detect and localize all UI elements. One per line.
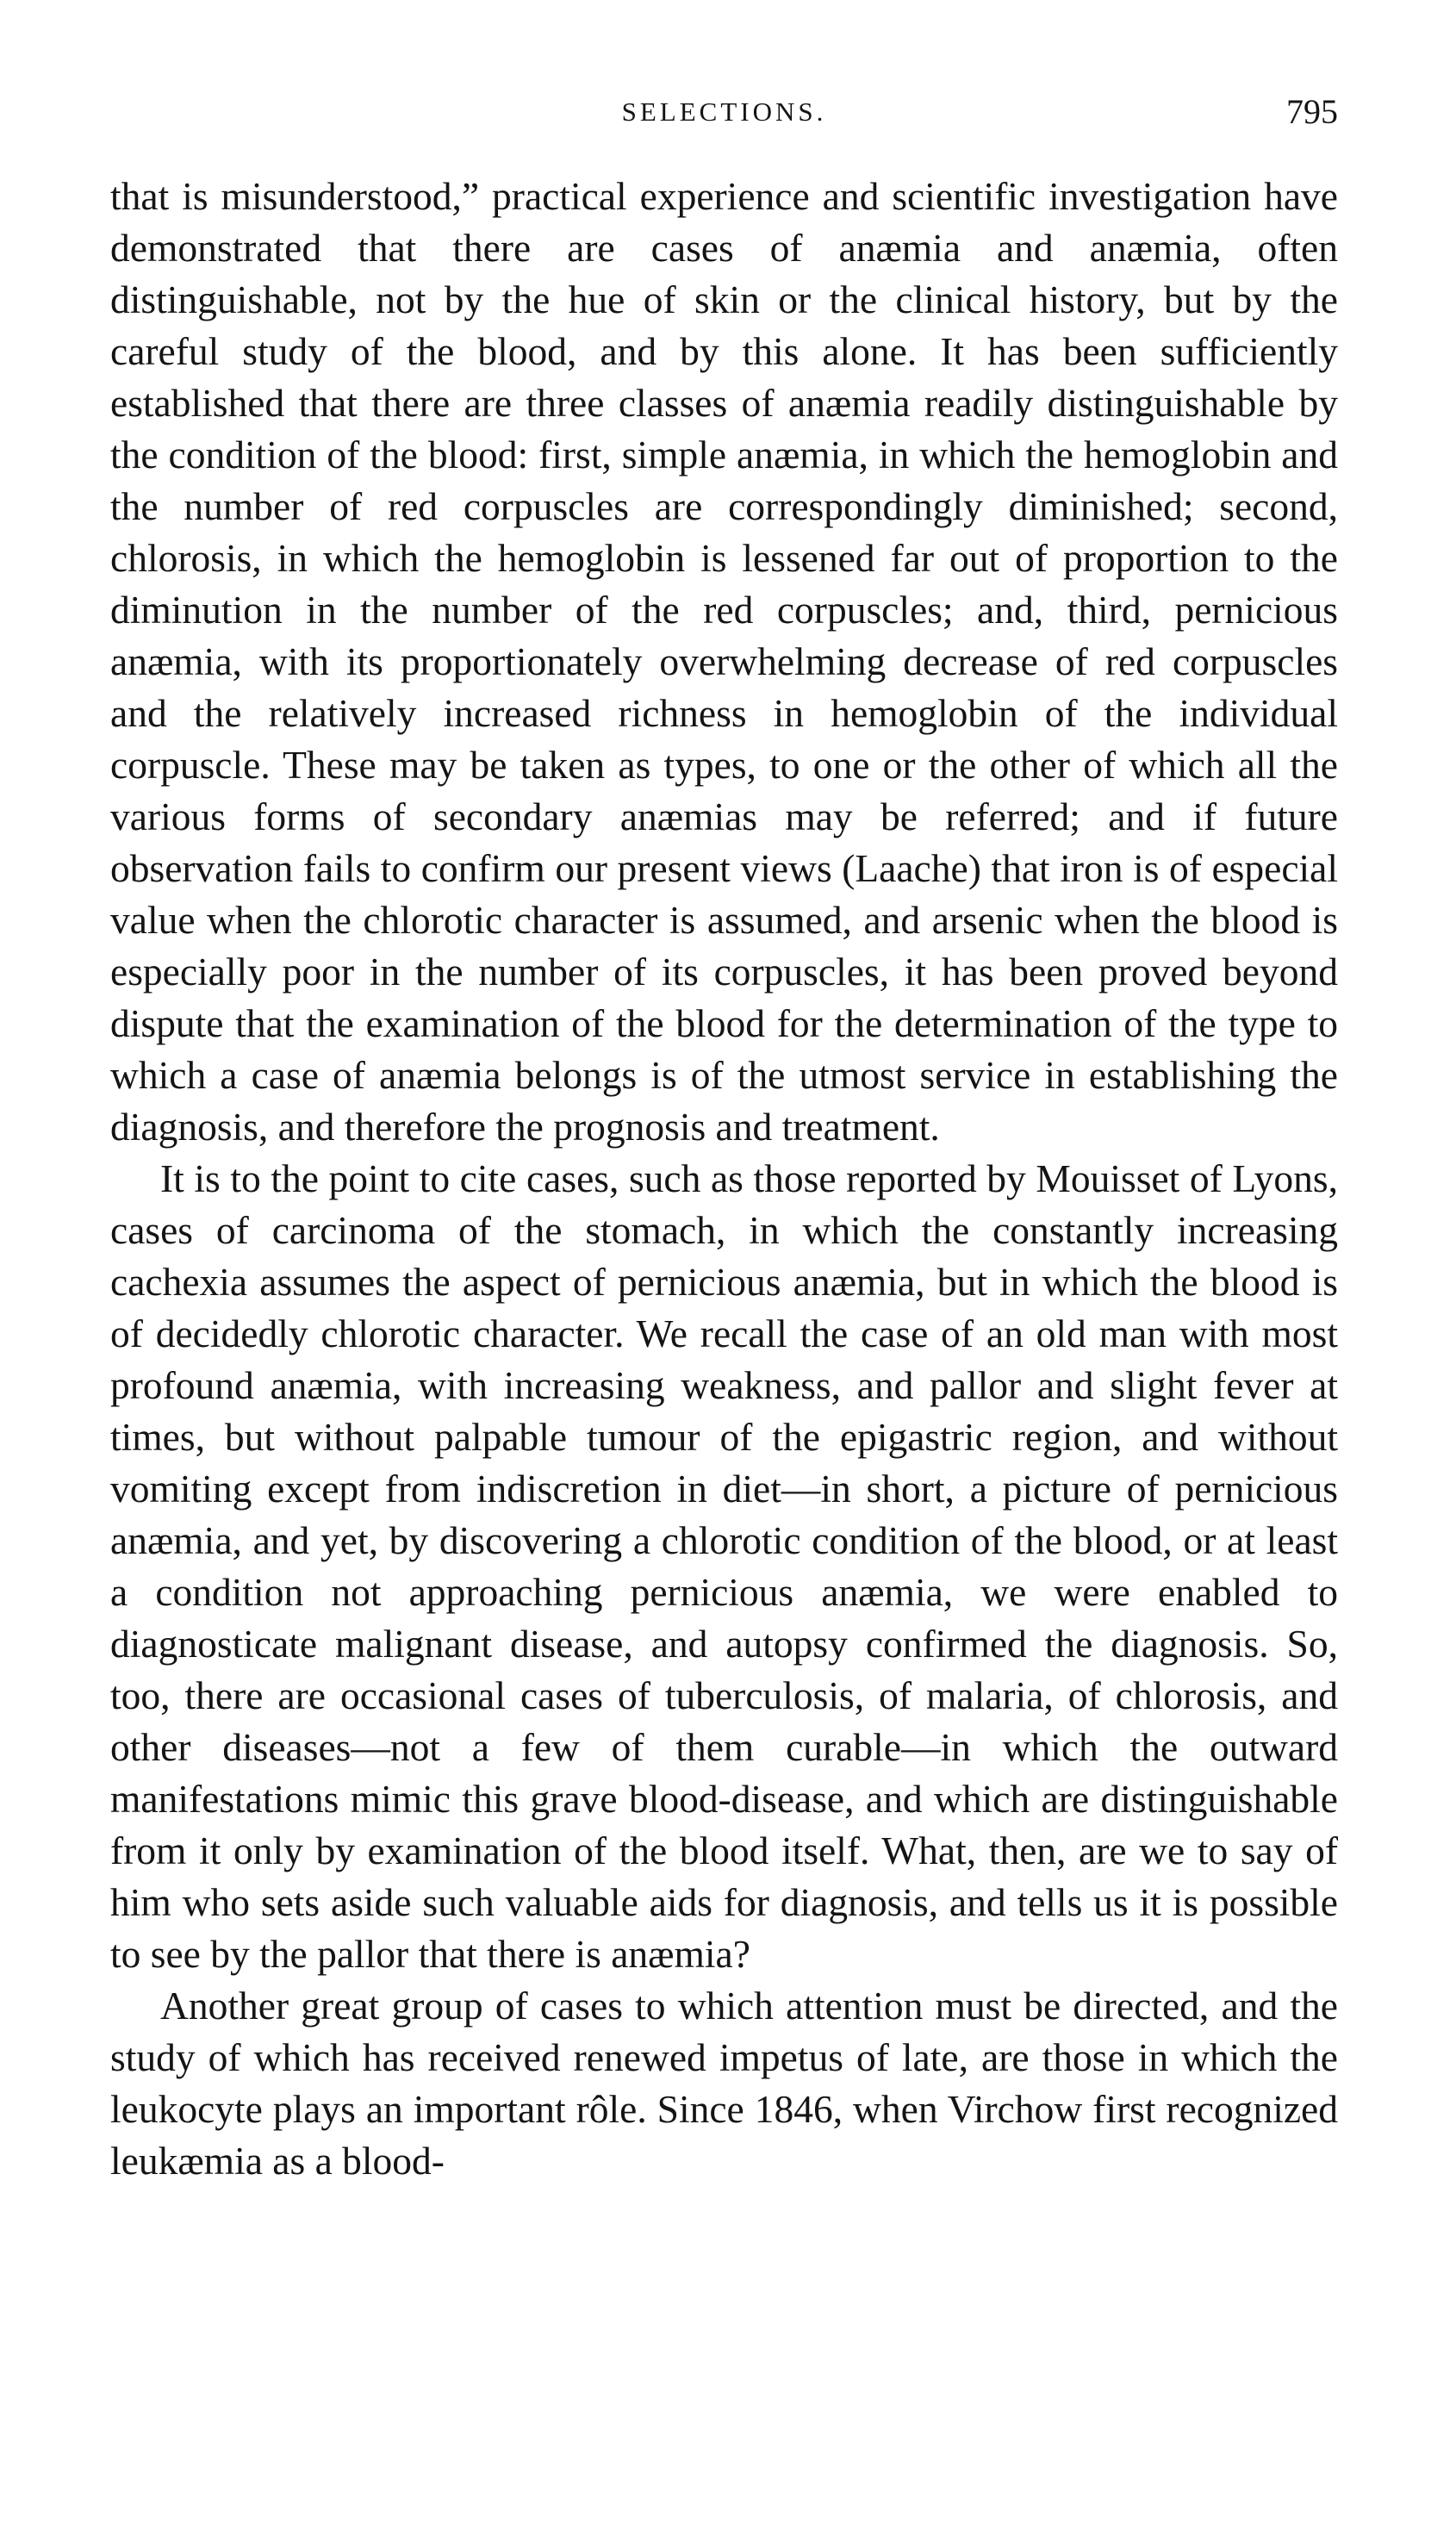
paragraph-3: Another great group of cases to which attention must be directed, and the study of which has received renewed impetus of late, are those in which the leukocyte plays an important rôle. Since 1846, when Virchow first recognized leukæmia as a blood- [110,1984,1338,2183]
page-number: 795 [1286,92,1338,131]
body-text [110,171,1338,2187]
paragraph-2: It is to the point to cite cases, such as those reported by Mouisset of Lyons, cases of carcinoma of the stomach, in which the constantly increasing cachexia assumes the aspect of pernicious anæmia, but in which the blood is of decidedly chlorotic character. We recall the case of an old man with most profound anæmia, with increasing weakness, and pallor and slight fever at times, but without palpable tumour of the epigastric region, and without vomiting except from indiscretion in diet—in short, a picture of pernicious anæmia, and yet, by discovering a chlorotic condition of the blood, or at least a condition not approaching pernicious anæmia, we were enabled to diagnosticate malignant disease, and autopsy confirmed the diagnosis. So, too, there are occasional cases of tuberculosis, of malaria, of chlorosis, and other diseases—not a few of them curable—in which the outward manifestations mimic this grave blood-disease, and which are distinguishable from it only by examination of the blood itself. What, then, are we to say of him who sets aside such valuable aids for diagnosis, and tells us it is possible to see by the pallor that there is anæmia? [110,1156,1338,1976]
running-head [110,92,1338,140]
paragraph-1: that is misunderstood,” practical experience and scientific investigation have demonstrated that there are cases of anæmia and anæmia, often distinguishable, not by the hue of skin or the clinical history, but by the careful study of the blood, and by this alone. It has been sufficiently established that there are three classes of anæmia readily distinguishable by the condition of the blood: first, simple anæmia, in which the hemoglobin and the number of red corpuscles are correspondingly diminished; second, chlorosis, in which the hemoglobin is lessened far out of proportion to the diminution in the number of the red corpuscles; and, third, pernicious anæmia, with its proportionately overwhelming decrease of red corpuscles and the relatively increased richness in hemoglobin of the individual corpuscle. These may be taken as types, to one or the other of which all the various forms of secondary anæmias may be referred; and if future observation fails to confirm our present views (Laache) that iron is of especial value when the chlorotic character is assumed, and arsenic when the blood is especially poor in the number of its corpuscles, it has been proved beyond dispute that the examination of the blood for the determination of the type to which a case of anæmia belongs is of the utmost service in establishing the diagnosis, and therefore the prognosis and treatment. [110,174,1338,1149]
running-title: SELECTIONS. [621,97,827,127]
